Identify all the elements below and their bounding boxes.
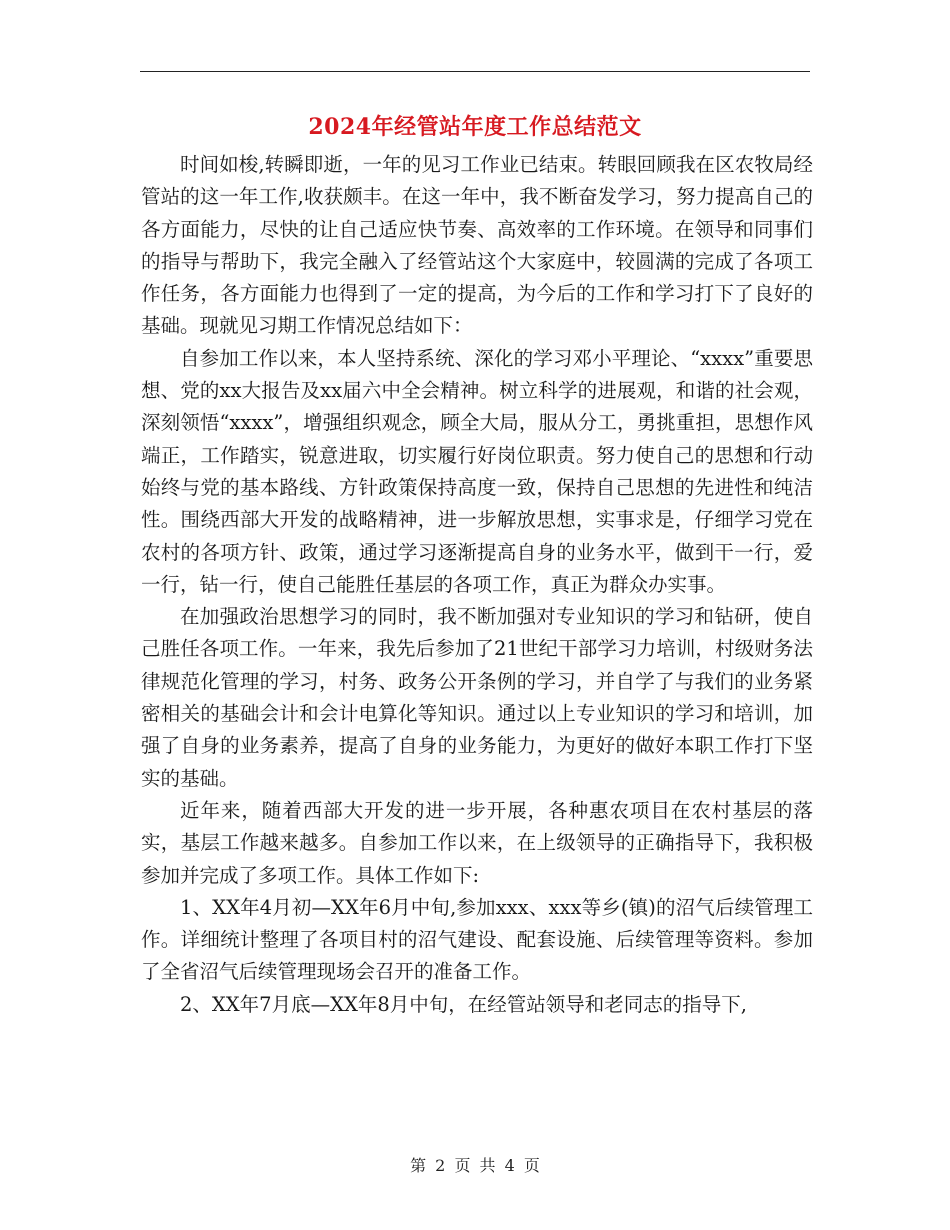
- paragraph: 2、XX年7月底—XX年8月中旬，在经管站领导和老同志的指导下,: [180, 992, 747, 1016]
- paragraph: 在加强政治思想学习的同时，我不断加强对专业知识的学习和钻研，使自己胜任各项工作。一年来，我先后参加了21世纪干部学习力培训，村级财务法律规范化管理的学习，村务、政务公开条例的学习，并自学了与我们的业务紧密相关的基础会计和会计电算化等知识。通过以上专业知识的学习和培训，加强了自身的业务素养，提高了自身的业务能力，为更好的做好本职工作打下坚实的基础。: [141, 605, 813, 790]
- paragraph: 自参加工作以来，本人坚持系统、深化的学习邓小平理论、“xxxx”重要思想、党的xx大报告及xx届六中全会精神。树立科学的进展观，和谐的社会观，深刻领悟“xxxx”，增强组织观念，顾全大局，服从分工，勇挑重担，思想作风端正，工作踏实，锐意进取，切实履行好岗位职责。努力使自己的思想和行动始终与党的基本路线、方针政策保持高度一致，保持自己思想的先进性和纯洁性。围绕西部大开发的战略精神，进一步解放思想，实事求是，仔细学习党在农村的各项方针、政策，通过学习逐渐提高自身的业务水平，做到干一行，爱一行，钻一行，使自己能胜任基层的各项工作，真正为群众办实事。: [141, 346, 813, 596]
- document-body: [141, 149, 813, 1021]
- page-number-footer: 第 2 页 共 4 页: [410, 1156, 540, 1175]
- header-rule: [140, 71, 810, 72]
- paragraph: 近年来，随着西部大开发的进一步开展，各种惠农项目在农村基层的落实，基层工作越来越多。自参加工作以来，在上级领导的正确指导下，我积极参加并完成了多项工作。具体工作如下:: [141, 798, 813, 887]
- paragraph: 1、XX年4月初—XX年6月中旬,参加xxx、xxx等乡(镇)的沼气后续管理工作。详细统计整理了各项目村的沼气建设、配套设施、后续管理等资料。参加了全省沼气后续管理现场会召开的准备工作。: [141, 895, 813, 984]
- paragraph: 时间如梭,转瞬即逝，一年的见习工作业已结束。转眼回顾我在区农牧局经管站的这一年工作,收获颇丰。在这一年中，我不断奋发学习，努力提高自己的各方面能力，尽快的让自己适应快节奏、高效率的工作环境。在领导和同事们的指导与帮助下，我完全融入了经管站这个大家庭中，较圆满的完成了各项工作任务，各方面能力也得到了一定的提高，为今后的工作和学习打下了良好的基础。现就见习期工作情况总结如下：: [141, 153, 813, 338]
- document-title: 2024年经管站年度工作总结范文: [308, 114, 642, 140]
